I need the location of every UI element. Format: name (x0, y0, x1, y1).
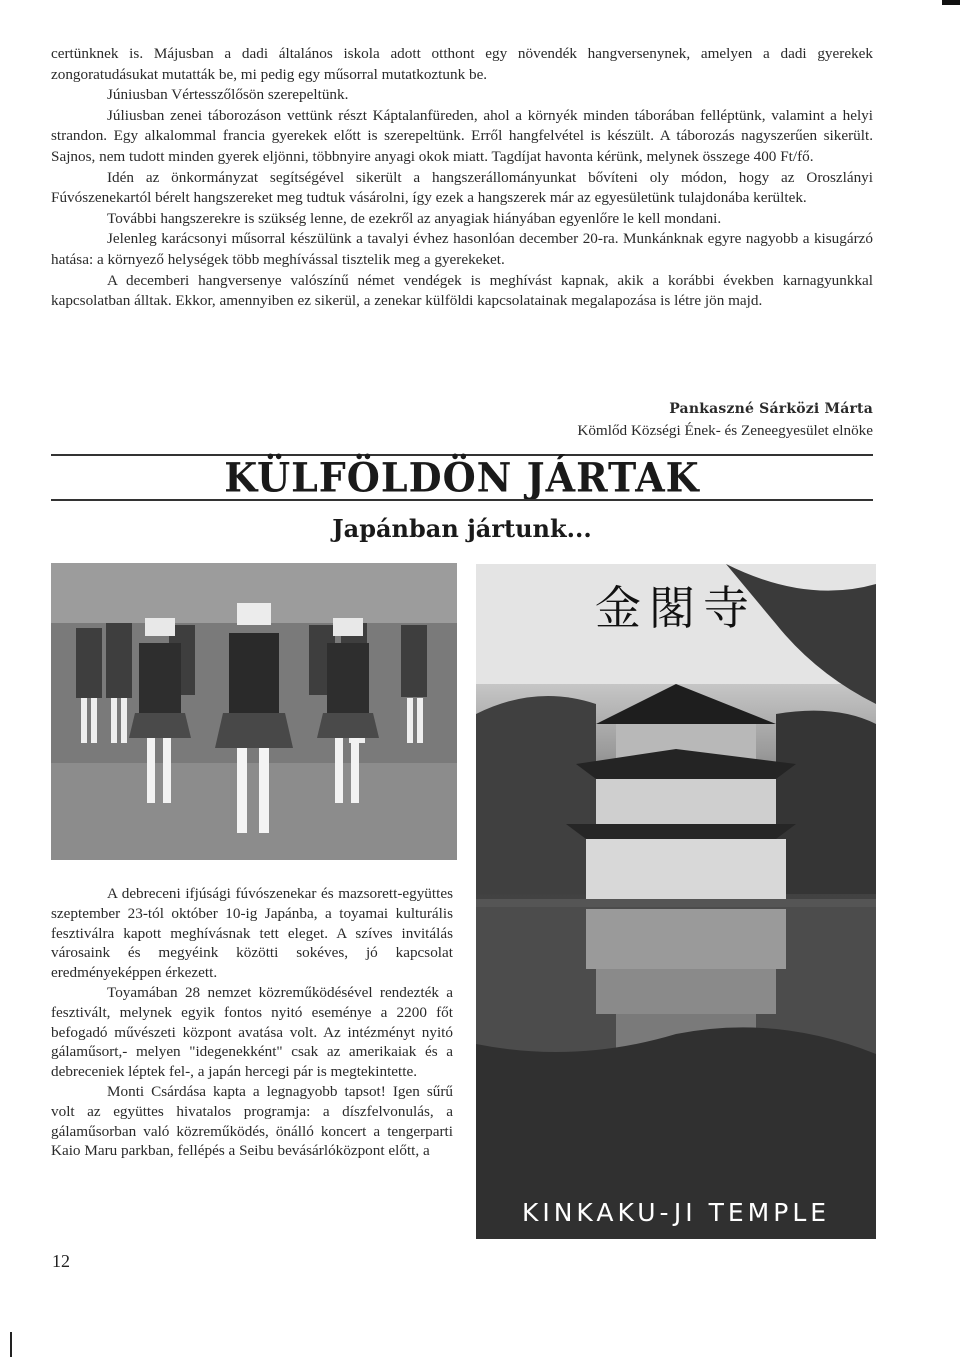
corner-scan-mark (942, 0, 960, 5)
paragraph: A decemberi hangversenye valószínű német vendégek is meghívást kapnak, akik a korábbi években karnagyunkkal kapcsolatban álltak. Ekkor, amennyiben ez sikerül, a zenekar külföldi kapcsolatainak megalapozása is létre jön majd. (51, 271, 873, 310)
paragraph: Idén az önkormányzat segítségével sikerült a hangszerállományunkat bővíteni oly módon, hogy az Oroszlányi Fúvószenekartól bérelt hangszereket meg tudtuk vásárolni, így ezek a hangszerek már az egyesületünk tulajdonába kerültek. (51, 168, 873, 207)
temple-illustration (476, 564, 876, 1239)
article-subtitle: Japánban jártunk... (332, 514, 592, 543)
article-body-top (51, 44, 873, 312)
paragraph: További hangszerekre is szükség lenne, de ezekről az anyagiak hiányában egyenlőre le kell mondani. (107, 209, 722, 227)
author-signature (577, 398, 873, 442)
paragraph: Monti Csárdása kapta a legnagyobb tapsot! Igen sűrű volt az együttes hivatalos programja: a díszfelvonulás, a gálaműsorban való közreműködés, önálló koncert a tengerparti Kaio Maru parkban, fellépés a Seibu bevásárlóközpont előtt, a (51, 1082, 453, 1160)
paragraph: certünknek is. Májusban a dadi általános iskola adott otthont egy növendék hangversenynek, amelyen a dadi gyerekek zongoratudásukat mutatták be, mi pedig egy műsorral mutatkoztunk be. (51, 45, 873, 83)
photo-caption: KINKAKU-JI TEMPLE (521, 1198, 831, 1227)
temple-kanji: 金閣寺 (595, 581, 757, 635)
paragraph: A debreceni ifjúsági fúvószenekar és mazsorett-együttes szeptember 23-tól október 10-ig Japánba, a toyamai kulturális fesztiválra kapott meghívásnak tett eleget. A szíves invitálás városaink és megyéink közötti sokéves, jó kapcsolat eredményeképpen érkezett. (51, 885, 453, 982)
article-body-japan (51, 884, 453, 1161)
page-number: 12 (52, 1251, 70, 1271)
edge-scan-mark (10, 1332, 12, 1357)
author-name: Pankaszné Sárközi Márta (669, 401, 873, 417)
paragraph: Jelenleg karácsonyi műsorral készülünk a tavalyi évhez hasonlóan december 20-ra. Munkánknak egyre nagyobb a kisugárzó hatása: a környező helységek több meghívással tisztelik meg a gyerekeket. (51, 230, 873, 268)
kinkakuji-photo (476, 564, 876, 1239)
section-rule-bottom (51, 499, 873, 501)
majorette-figures-illustration (51, 563, 457, 860)
paragraph: Toyamában 28 nemzet közreműködésével rendezték a fesztivált, melynek egyik fontos nyitó eseménye a 2200 főt befogadó művészeti központ avatása volt. Az intézményt nyitó gálaműsort,- melyen "idegenekként" csak az amerikaiak és a debreceniek léptek fel-, a japán hercegi pár is megtekintette. (51, 983, 453, 1081)
paragraph: Júliusban zenei táborozáson vettünk részt Káptalanfüreden, ahol a környék minden táborában felléptünk, valamint a helyi strandon. Egy alkalommal francia gyerekek előtt is szerepeltünk. Erről hangfelvétel is készült. A táborozás nagyszerűen sikerült. Sajnos, nem tudott minden gyerek eljönni, többnyire anyagi okok miatt. Tagdíjat havonta kérünk, melynek összege 400 Ft/fő. (51, 106, 873, 165)
section-title (51, 453, 873, 502)
section-title-text: KÜLFÖLDÖN JÁRTAK (224, 453, 700, 502)
majorette-photo (51, 563, 457, 860)
author-title: Kömlőd Községi Ének- és Zeneegyesület elnöke (577, 422, 873, 439)
paragraph: Júniusban Vértesszőlősön szerepeltünk. (107, 86, 349, 104)
